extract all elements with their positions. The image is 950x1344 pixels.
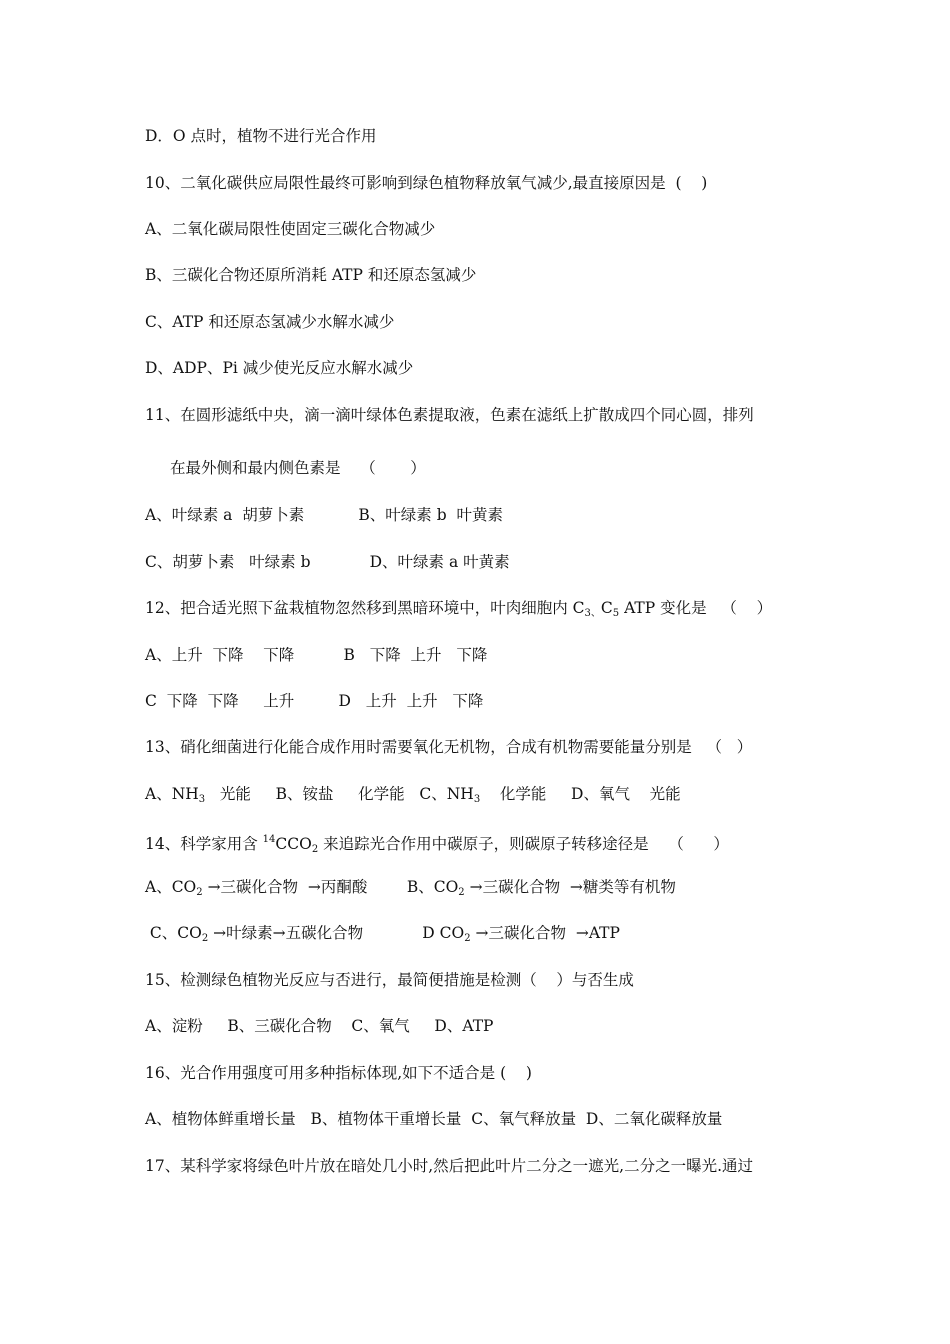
option-c-q10: C、ATP 和还原态氢减少水解水减少 (145, 313, 395, 331)
question-16: 16、光合作用强度可用多种指标体现,如下不适合是 ( ) (145, 1064, 532, 1082)
question-12: 12、把合适光照下盆栽植物忽然移到黑暗环境中，叶肉细胞内 $C_{3、}C_5$ ATP 变化是 （ ） (145, 599, 773, 619)
options-ab-q14: A、$CO_2$ →三碳化合物 →丙酮酸 B、$CO_2$ →三碳化合物 →糖类等有机物 (145, 878, 676, 898)
options-ab-q11: A、叶绿素 a 胡萝卜素 B、叶绿素 b 叶黄素 (145, 506, 504, 524)
question-10: 10、二氧化碳供应局限性最终可影响到绿色植物释放氧气减少,最直接原因是 ( ) (145, 174, 708, 192)
option-d-q9: D．O 点时，植物不进行光合作用 (145, 127, 377, 145)
question-11: 11、在圆形滤纸中央，滴一滴叶绿体色素提取液，色素在滤纸上扩散成四个同心圆，排列 (145, 406, 754, 424)
question-17: 17、某科学家将绿色叶片放在暗处几小时,然后把此叶片二分之一遮光,二分之一曝光.通过 (145, 1157, 754, 1175)
question-11-continued: 在最外侧和最内侧色素是 （ ） (170, 459, 426, 477)
options-ab-q12: A、上升 下降 下降 B 下降 上升 下降 (145, 646, 488, 664)
options-q13: A、$NH_3$ 光能 B、铵盐 化学能 C、$NH_3$ 化学能 D、氧气 光能 (145, 785, 681, 805)
option-b-q10: B、三碳化合物还原所消耗 ATP 和还原态氢减少 (145, 266, 477, 284)
question-14: 14、科学家用含 $^{14}CCO_2$ 来追踪光合作用中碳原子，则碳原子转移途径是 （ ） (145, 834, 729, 855)
option-a-q10: A、二氧化碳局限性使固定三碳化合物减少 (145, 220, 436, 238)
options-cd-q14: C、$CO_2$ →叶绿素→五碳化合物 D $CO_2$ →三碳化合物 →ATP (145, 924, 620, 944)
options-q16: A、植物体鲜重增长量 B、植物体干重增长量 C、氧气释放量 D、二氧化碳释放量 (145, 1110, 723, 1128)
options-cd-q12: C 下降 下降 上升 D 上升 上升 下降 (145, 692, 484, 710)
option-d-q10: D、ADP、Pi 减少使光反应水解水减少 (145, 359, 414, 377)
question-13: 13、硝化细菌进行化能合成作用时需要氧化无机物，合成有机物需要能量分别是 （ ） (145, 738, 753, 756)
options-q15: A、淀粉 B、三碳化合物 C、氧气 D、ATP (145, 1017, 494, 1035)
options-cd-q11: C、胡萝卜素 叶绿素 b D、叶绿素 a 叶黄素 (145, 553, 510, 571)
question-15: 15、检测绿色植物光反应与否进行，最简便措施是检测（ ）与否生成 (145, 971, 634, 989)
